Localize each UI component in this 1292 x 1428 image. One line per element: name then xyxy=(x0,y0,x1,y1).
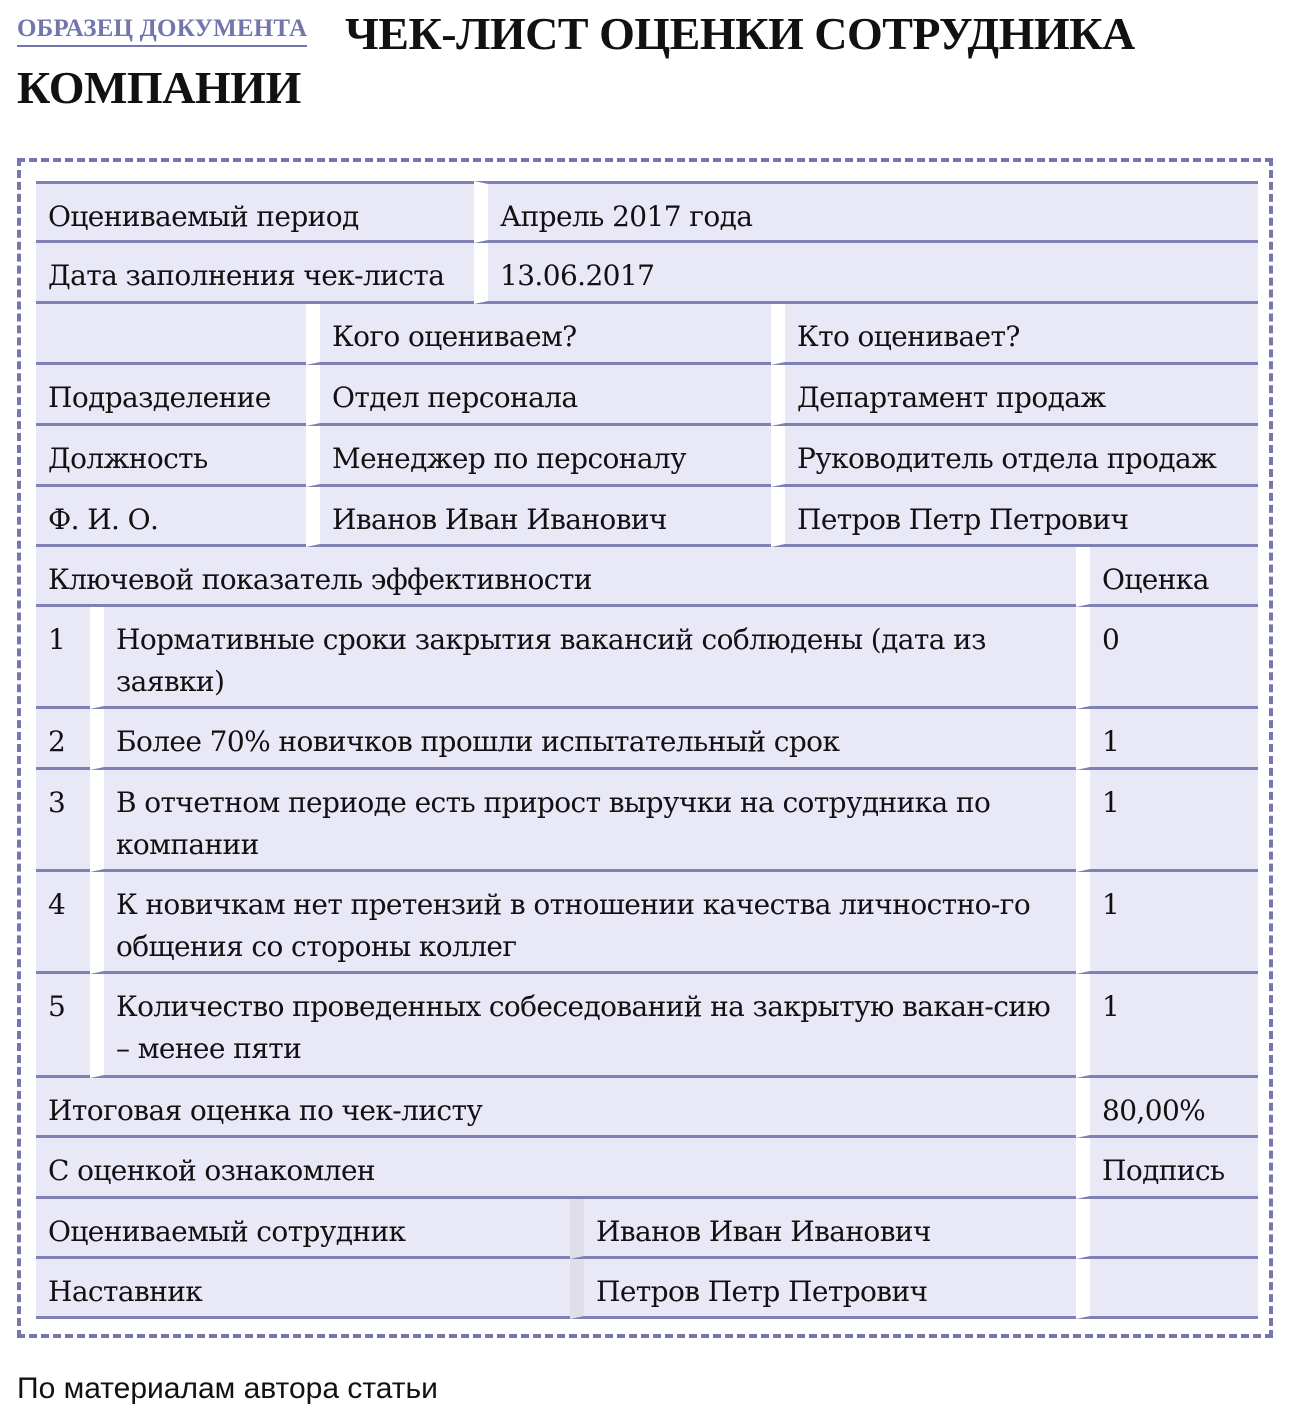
fullname-evaluated: Иванов Иван Иванович xyxy=(306,487,771,547)
evaluated-employee-signature[interactable] xyxy=(1076,1199,1258,1259)
mentor-name: Петров Петр Петрович xyxy=(570,1259,1076,1319)
fill-date-value: 13.06.2017 xyxy=(474,243,1258,304)
kpi-score: 1 xyxy=(1076,974,1258,1078)
kpi-num: 4 xyxy=(36,872,90,974)
period-label: Оцениваемый период xyxy=(36,181,474,243)
kpi-score: 1 xyxy=(1076,872,1258,974)
period-value: Апрель 2017 года xyxy=(474,181,1258,243)
source-note: По материалам автора статьи xyxy=(17,1372,438,1405)
kpi-text: В отчетном периоде есть прирост выручки на сотрудника по компании xyxy=(90,770,1076,872)
kpi-score: 1 xyxy=(1076,770,1258,872)
kpi-text: К новичкам нет претензий в отношении качества личностно-го общения со стороны коллег xyxy=(90,872,1076,974)
department-evaluated: Отдел персонала xyxy=(306,365,771,426)
acknowledged-label: С оценкой ознакомлен xyxy=(36,1138,1076,1199)
page-title-continued: КОМПАНИИ xyxy=(17,62,301,113)
kpi-score: 1 xyxy=(1076,709,1258,770)
kpi-score: 0 xyxy=(1076,607,1258,709)
kpi-text: Количество проведенных собеседований на закрытую вакан-сию – менее пяти xyxy=(90,974,1076,1078)
kpi-num: 2 xyxy=(36,709,90,770)
kpi-num: 3 xyxy=(36,770,90,872)
evaluated-employee-label: Оцениваемый сотрудник xyxy=(36,1199,570,1259)
kpi-num: 1 xyxy=(36,607,90,709)
kpi-score-header: Оценка xyxy=(1076,547,1258,607)
document-sample-tag: ОБРАЗЕЦ ДОКУМЕНТА xyxy=(17,14,307,47)
fullname-label: Ф. И. О. xyxy=(36,487,306,547)
mentor-signature[interactable] xyxy=(1076,1259,1258,1319)
position-label: Должность xyxy=(36,426,306,487)
department-evaluator: Департамент продаж xyxy=(771,365,1258,426)
department-label: Подразделение xyxy=(36,365,306,426)
page-title: ЧЕК-ЛИСТ ОЦЕНКИ СОТРУДНИКА xyxy=(345,8,1135,59)
fill-date-label: Дата заполнения чек-листа xyxy=(36,243,474,304)
kpi-text: Более 70% новичков прошли испытательный срок xyxy=(90,709,1076,770)
position-evaluator: Руководитель отдела продаж xyxy=(771,426,1258,487)
people-header-empty xyxy=(36,304,306,365)
mentor-label: Наставник xyxy=(36,1259,570,1319)
kpi-text: Нормативные сроки закрытия вакансий соблюдены (дата из заявки) xyxy=(90,607,1076,709)
evaluated-employee-name: Иванов Иван Иванович xyxy=(570,1199,1076,1259)
total-label: Итоговая оценка по чек-листу xyxy=(36,1078,1076,1138)
people-header-evaluator: Кто оценивает? xyxy=(771,304,1258,365)
signature-header: Подпись xyxy=(1076,1138,1258,1199)
position-evaluated: Менеджер по персоналу xyxy=(306,426,771,487)
kpi-num: 5 xyxy=(36,974,90,1078)
total-value: 80,00% xyxy=(1076,1078,1258,1138)
kpi-header: Ключевой показатель эффективности xyxy=(36,547,1076,607)
fullname-evaluator: Петров Петр Петрович xyxy=(771,487,1258,547)
people-header-evaluated: Кого оцениваем? xyxy=(306,304,771,365)
